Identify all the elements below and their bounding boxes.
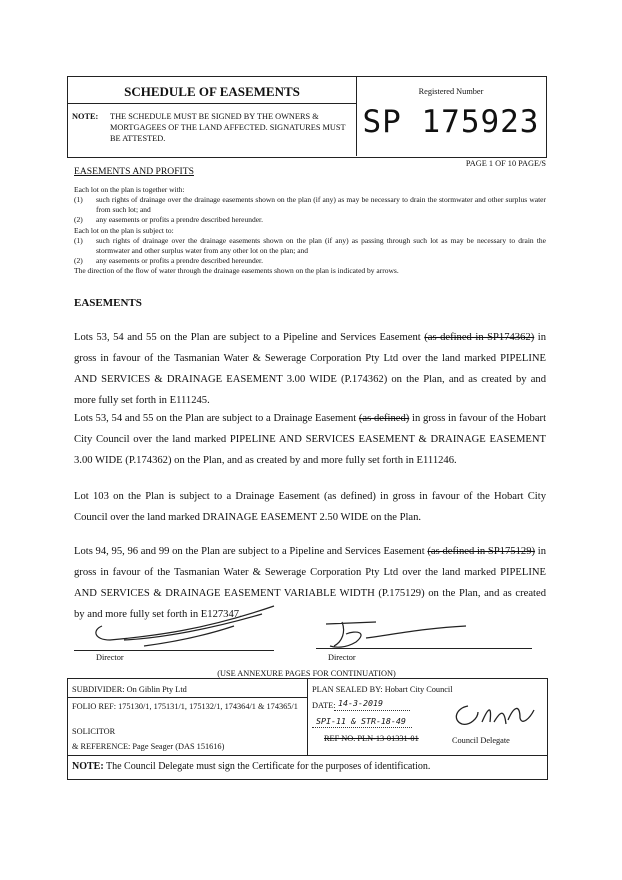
ref-handwritten: SPI-11 & STR-18-49 [316, 716, 406, 726]
easement-2-text-a: Lots 53, 54 and 55 on the Plan are subject to a Drainage Easement [74, 413, 359, 424]
page-number: PAGE 1 OF 10 PAGE/S [465, 159, 546, 168]
easement-paragraph-2 [74, 408, 546, 471]
footer-divider [307, 678, 308, 755]
benefit-item-1: such rights of drainage over the drainage easements shown on the plan (if any) as may be necessary to drain the stormwater and other surplus water from such lot; and [96, 195, 546, 214]
signature-line-right [316, 648, 532, 649]
footer-note [72, 761, 430, 772]
folio-ref: FOLIO REF: 175130/1, 175131/1, 175132/1, 174364/1 & 174365/1 [72, 702, 298, 711]
easement-1-text-c: , and as created by and more fully set forth in E111245. [74, 374, 546, 406]
easements-heading: EASEMENTS [74, 297, 142, 309]
director-label-left: Director [96, 653, 124, 662]
easements-profits-heading: EASEMENTS AND PROFITS [74, 166, 194, 177]
easement-4-text-b: in gross in favour of the Tasmanian Water & Sewerage Corporation Pty Ltd over the land marked PIPELINE AND SERVICES & DRAINAGE EASEMENT VARIABLE WIDTH (P.175129) on the Plan [74, 546, 546, 599]
burden-intro: Each lot on the plan is subject to: [74, 226, 174, 235]
ref-dotted-line [312, 727, 412, 728]
burden-item-1-num: (1) [74, 236, 83, 245]
registered-number: SP 175923 [362, 104, 540, 140]
solicitor-label: SOLICITOR [72, 727, 116, 736]
easement-4-text-a: Lots 94, 95, 96 and 99 on the Plan are subject to a Pipeline and Services Easement [74, 546, 428, 557]
easement-paragraph-3: Lot 103 on the Plan is subject to a Drainage Easement (as defined) in gross in favour of the Hobart City Council over the land marked DRAINAGE EASEMENT 2.50 WIDE on the Plan. [74, 491, 546, 523]
burden-item-1: such rights of drainage over the drainage easements shown on the plan (if any) as passing through such lot as may be necessary to drain the stormwater and other surplus water from any other lot on the plan; and [96, 236, 546, 255]
annexure-note: (USE ANNEXURE PAGES FOR CONTINUATION) [67, 668, 546, 679]
registered-label: Registered Number [418, 87, 484, 96]
council-delegate-signature [448, 698, 538, 730]
easement-paragraph-1 [74, 327, 546, 411]
schedule-title: SCHEDULE OF EASEMENTS [124, 84, 300, 99]
ref-number-struck: REF NO. PLN-13-01331-01 [324, 734, 419, 743]
easement-2-text-c: , and as created by and more fully set forth in E111246. [221, 455, 457, 466]
plan-sealed-by: PLAN SEALED BY: Hobart City Council [312, 685, 453, 694]
easement-2-struck: (as defined) [358, 413, 410, 424]
footer-note-text: The Council Delegate must sign the Certificate for the purposes of identification. [106, 761, 431, 772]
easement-2-text-b: in gross in favour of the Hobart City Council over the land marked PIPELINE AND SERVICES EASEMENT & DRAINAGE EASEMENT 3.00 WIDE (P.174362) on the Plan [74, 413, 547, 466]
solicitor-reference: & REFERENCE: Page Seager (DAS 151616) [72, 742, 225, 751]
benefit-item-1-num: (1) [74, 195, 83, 204]
subdivider-underline [67, 697, 308, 698]
date-label: DATE: [312, 701, 336, 710]
easement-4-text-c: , and as created by and more fully set forth in E127347. [74, 588, 546, 620]
council-delegate-label: Council Delegate [452, 736, 510, 745]
footer-note-label: NOTE: [72, 761, 104, 772]
benefit-intro: Each lot on the plan is together with: [74, 185, 185, 194]
easement-4-struck: (as defined in SP175129) [427, 546, 536, 557]
burden-item-2: any easements or profits a prendre described hereunder. [96, 256, 264, 265]
note-label: NOTE: [72, 112, 99, 121]
director-label-right: Director [328, 653, 356, 662]
date-value: 14-3-2019 [338, 698, 383, 708]
footer-note-separator [67, 755, 548, 756]
benefit-item-2-num: (2) [74, 215, 83, 224]
signature-line-left [74, 650, 274, 651]
director-signature-left [84, 596, 284, 656]
easement-1-struck: (as defined in SP174362) [424, 332, 535, 343]
benefit-item-2: any easements or profits a prendre described hereunder. [96, 215, 264, 224]
burden-item-2-num: (2) [74, 256, 83, 265]
easement-1-text-b: in gross in favour of the Tasmanian Water & Sewerage Corporation Pty Ltd over the land marked PIPELINE AND SERVICES & DRAINAGE EASEMENT 3.00 WIDE (P.174362) on the Plan [74, 332, 546, 385]
subdivider: SUBDIVIDER: On Giblin Pty Ltd [72, 685, 187, 694]
date-dotted-line [334, 710, 410, 711]
title-underline [67, 103, 357, 104]
direction-note: The direction of the flow of water through the drainage easements shown on the plan is indicated by arrows. [74, 266, 399, 275]
note-text: THE SCHEDULE MUST BE SIGNED BY THE OWNERS & MORTGAGEES OF THE LAND AFFECTED. SIGNATURES MUST BE ATTESTED. [110, 112, 346, 143]
easement-1-text-a: Lots 53, 54 and 55 on the Plan are subject to a Pipeline and Services Easement [74, 332, 425, 343]
